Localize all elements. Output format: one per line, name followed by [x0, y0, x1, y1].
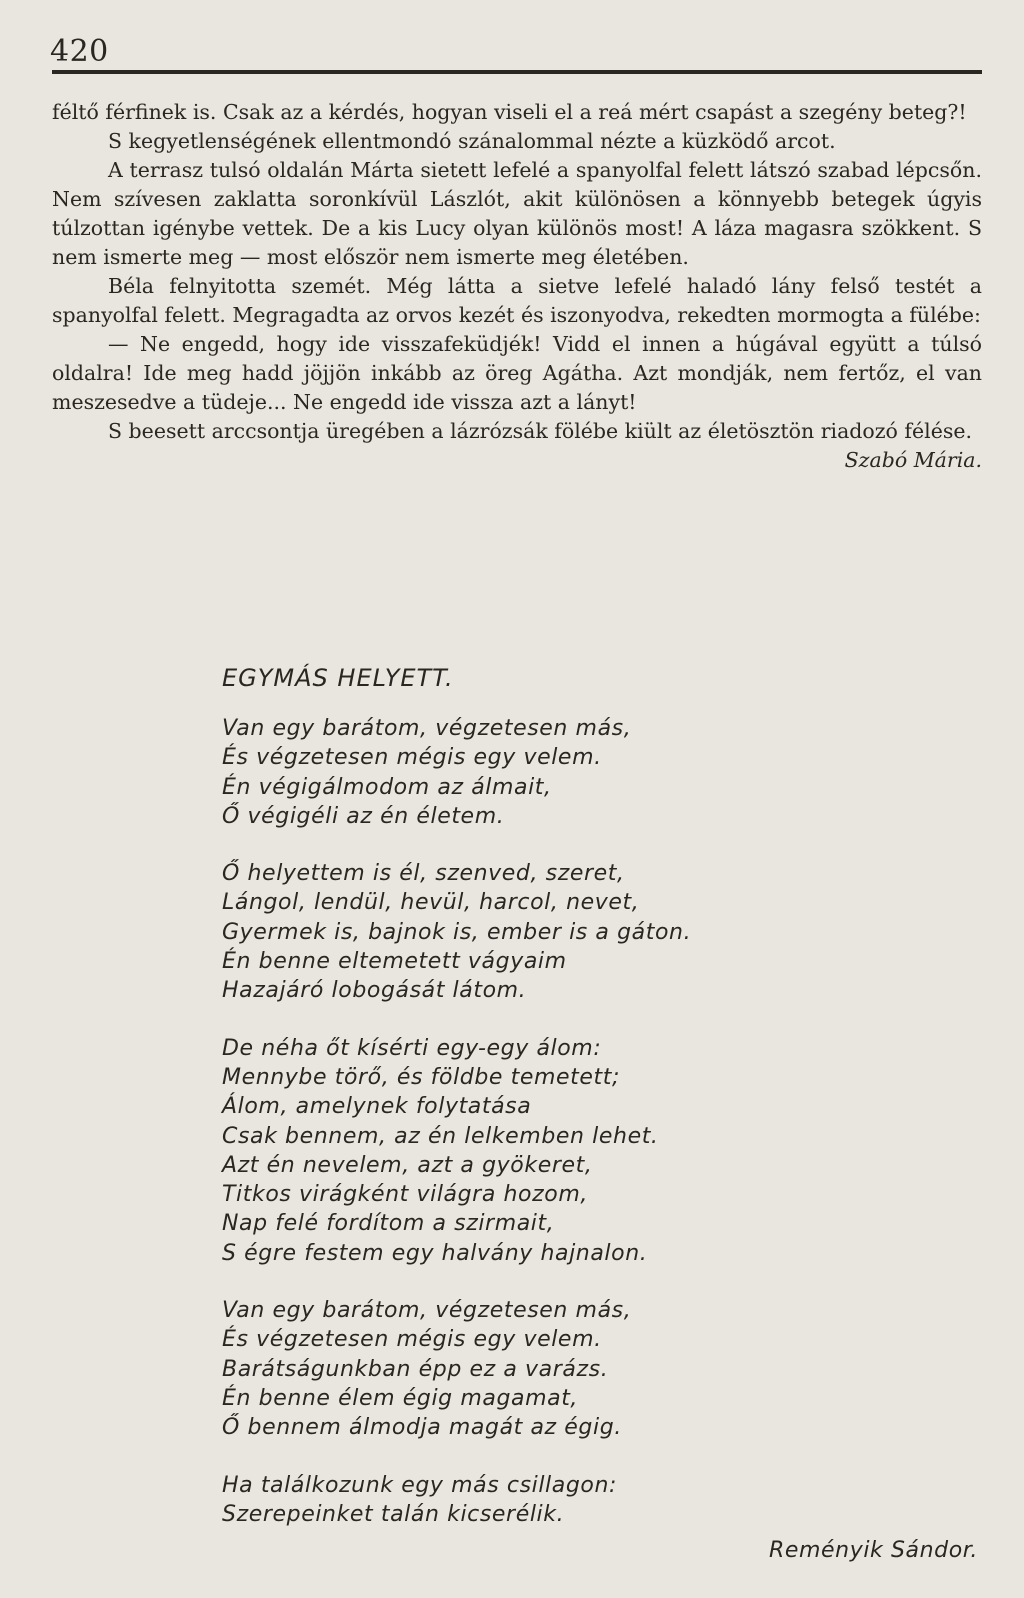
poem-stanza — [222, 859, 982, 1005]
prose-section — [52, 98, 982, 475]
poem-title: EGYMÁS HELYETT. — [222, 664, 454, 692]
poem-body — [222, 714, 982, 1557]
poem-line: Azt én nevelem, azt a gyökeret, — [222, 1152, 593, 1178]
page-number: 420 — [50, 34, 109, 69]
poem-line: Én benne élem égig magamat, — [222, 1385, 579, 1411]
poem-stanza — [222, 1034, 982, 1268]
poem-line: Szerepeinket talán kicserélik. — [222, 1501, 565, 1527]
poem-author: Reményik Sándor. — [768, 1538, 978, 1563]
poem-line: Ő végigéli az én életem. — [222, 803, 505, 829]
prose-author-row — [52, 446, 982, 475]
prose-author: Szabó Mária. — [844, 448, 982, 472]
poem-stanza — [222, 714, 982, 831]
poem-stanza — [222, 1471, 982, 1530]
poem-line: Hazajáró lobogását látom. — [222, 978, 527, 1004]
poem-line: Barátságunkban épp ez a varázs. — [222, 1356, 609, 1382]
poem-line: És végzetesen mégis egy velem. — [222, 745, 602, 771]
poem-stanza — [222, 1296, 982, 1442]
poem-line: Nap felé fordítom a szirmait, — [222, 1211, 555, 1237]
poem-line: Ő helyettem is él, szenved, szeret, — [222, 861, 625, 887]
poem-line: És végzetesen mégis egy velem. — [222, 1327, 602, 1353]
prose-paragraph: Béla felnyitotta szemét. Még látta a sietve lefelé haladó lány felső testét a spanyolfal felett. Megragadta az orvos kezét és iszonyodva, rekedten mormogta a fülébe: — [52, 274, 982, 327]
poem-line: Én benne eltemetett vágyaim — [222, 949, 567, 975]
poem-line: Álom, amelynek folytatása — [222, 1094, 532, 1120]
poem-line: Van egy barátom, végzetesen más, — [222, 716, 632, 741]
poem-line: Én végigálmodom az álmait, — [222, 774, 552, 800]
poem-line: Ha találkozunk egy más csillagon: — [222, 1472, 618, 1498]
poem-line: Mennybe törő, és földbe temetett; — [222, 1064, 621, 1090]
poem-line: De néha őt kísérti egy-egy álom: — [222, 1035, 602, 1061]
poem-line: S égre festem egy halvány hajnalon. — [222, 1240, 648, 1266]
poem-line: Csak bennem, az én lelkemben lehet. — [222, 1123, 659, 1149]
poem-line: Van egy barátom, végzetesen más, — [222, 1298, 632, 1324]
poem-line: Gyermek is, bajnok is, ember is a gáton. — [222, 919, 692, 945]
prose-paragraph: S kegyetlenségének ellentmondó szánalommal nézte a küzködő arcot. — [108, 129, 836, 153]
poem-line: Lángol, lendül, hevül, harcol, nevet, — [222, 890, 640, 916]
poem-line: Titkos virágként világra hozom, — [222, 1182, 588, 1208]
prose-paragraph: — Ne engedd, hogy ide visszafeküdjék! Vidd el innen a húgával együtt a túlsó oldalra! Ide meg hadd jöjjön inkább az öreg Agátha. Azt mondják, nem fertőz, el van meszesedve a tüdeje... Ne engedd ide vissza azt a lányt! — [52, 332, 982, 414]
poem-line: Ő bennem álmodja magát az égig. — [222, 1415, 622, 1441]
prose-last-paragraph: S beesett arccsontja üregében a lázrózsák fölébe kiült az életösztön riadozó félése. — [108, 419, 972, 443]
prose-paragraph: A terrasz tulsó oldalán Márta sietett lefelé a spanyolfal felett látszó szabad lépcsőn. Nem szívesen zaklatta soronkívül Lászlót, akit különösen a könnyebb betegek úgyis túlzottan igénybe vettek. De a kis Lucy olyan különös most! A láza magasra szökkent. S nem ismerte meg — most először nem ismerte meg életében. — [52, 158, 982, 269]
header-rule — [52, 70, 982, 74]
prose-paragraph: féltő férfinek is. Csak az a kérdés, hogyan viseli el a reá mért csapást a szegény beteg?! — [52, 100, 967, 124]
